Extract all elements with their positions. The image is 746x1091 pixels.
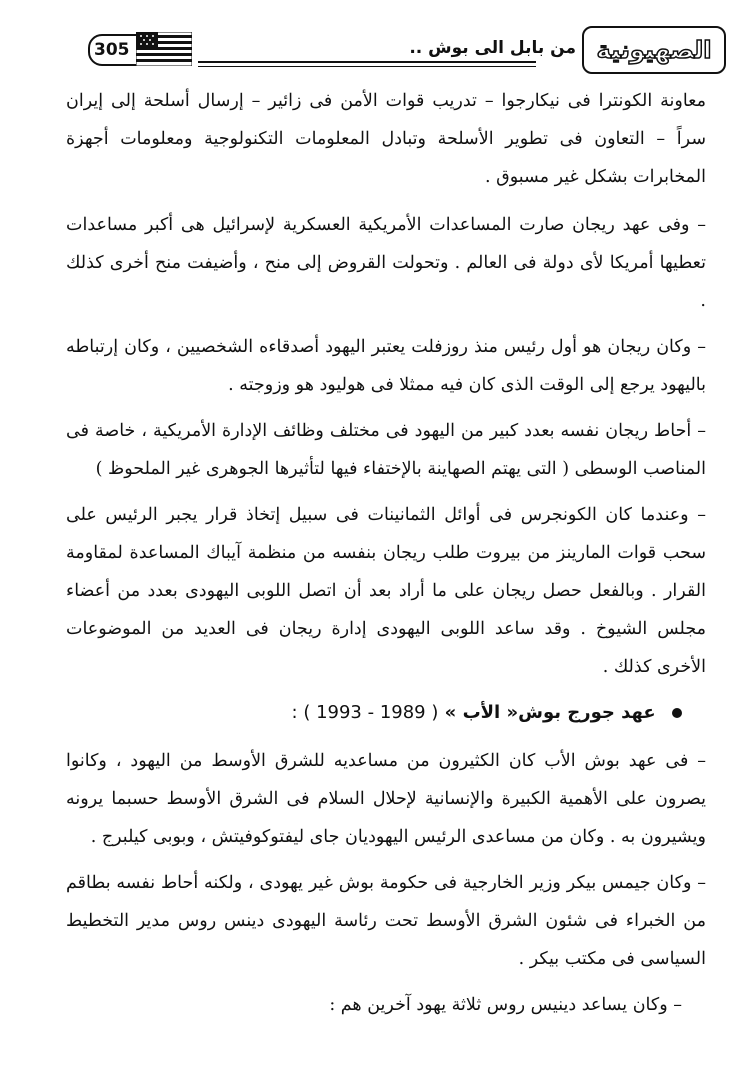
section-heading-title: عهد جورج بوش« الأب » (444, 702, 656, 723)
body-paragraph: معاونة الكونترا فى نيكارجوا – تدريب قوات الأمن فى زائير – إرسال أسلحة إلى إيران سراً – التعاون فى تطوير الأسلحة وتبادل المعلومات التكنولوجية ومعلومات أجهزة المخابرات بشكل غير مسبوق . (66, 91, 706, 187)
book-logo-text: الصهيونية (596, 36, 712, 64)
book-logo (582, 26, 726, 74)
body-paragraph: – وكان يساعد دينيس روس ثلاثة يهود آخرين هم : (329, 995, 682, 1015)
page-body (66, 82, 706, 1032)
bullet-icon (672, 708, 682, 718)
page-header (48, 28, 726, 72)
running-title: من بابل الى بوش .. (409, 38, 576, 58)
us-flag-icon (136, 32, 192, 66)
body-paragraph: – فى عهد بوش الأب كان الكثيرون من مساعديه للشرق الأوسط من اليهود ، وكانوا يصرون على الأهمية الكبيرة والإنسانية لإحلال السلام فى الشرق الأوسط حسبما يرونه ويشيرون به . وكان من مساعدى الرئيس اليهوديان جاى ليفتوكوفيتش ، وبوبى كيلبرج . (66, 751, 706, 847)
body-paragraph: – وكان ريجان هو أول رئيس منذ روزفلت يعتبر اليهود أصدقاءه الشخصيين ، وكان إرتباطه باليهود يرجع إلى الوقت الذى كان فيه ممثلا فى هوليود هو وزوجته . (66, 337, 706, 395)
header-rule-thin (198, 66, 536, 67)
body-paragraph: – أحاط ريجان نفسه بعدد كبير من اليهود فى مختلف وظائف الإدارة الأمريكية ، خاصة فى المناصب الوسطى ( التى يهتم الصهاينة بالإختفاء فيها لتأثيرها الجوهرى غير الملحوظ ) (66, 421, 706, 479)
body-paragraph: – وفى عهد ريجان صارت المساعدات الأمريكية العسكرية لإسرائيل هى أكبر مساعدات تعطيها أمريكا لأى دولة فى العالم . وتحولت القروض إلى منح ، وأضيفت منح أخرى كذلك . (66, 215, 706, 311)
page-number: 305 (94, 40, 130, 60)
section-heading-years: ( 1989 - 1993 ) : (291, 702, 439, 723)
body-paragraph: – وعندما كان الكونجرس فى أوائل الثمانينات فى سبيل إتخاذ قرار يجبر الرئيس على سحب قوات المارينز من بيروت طلب ريجان بنفسه من منظمة آيباك المساعدة لمقاومة القرار . وبالفعل حصل ريجان على ما أراد بعد أن اتصل اللوبى اليهودى بعدد من أعضاء مجلس الشيوخ . وقد ساعد اللوبى اليهودى إدارة ريجان فى العديد من الموضوعات الأخرى كذلك . (66, 505, 706, 677)
header-rule (198, 61, 536, 63)
section-heading (66, 694, 706, 732)
body-paragraph: – وكان جيمس بيكر وزير الخارجية فى حكومة بوش غير يهودى ، ولكنه أحاط نفسه بطاقم من الخبراء فى شئون الشرق الأوسط تحت رئاسة اليهودى دينس روس مدير التخطيط السياسى فى مكتب بيكر . (66, 873, 706, 969)
